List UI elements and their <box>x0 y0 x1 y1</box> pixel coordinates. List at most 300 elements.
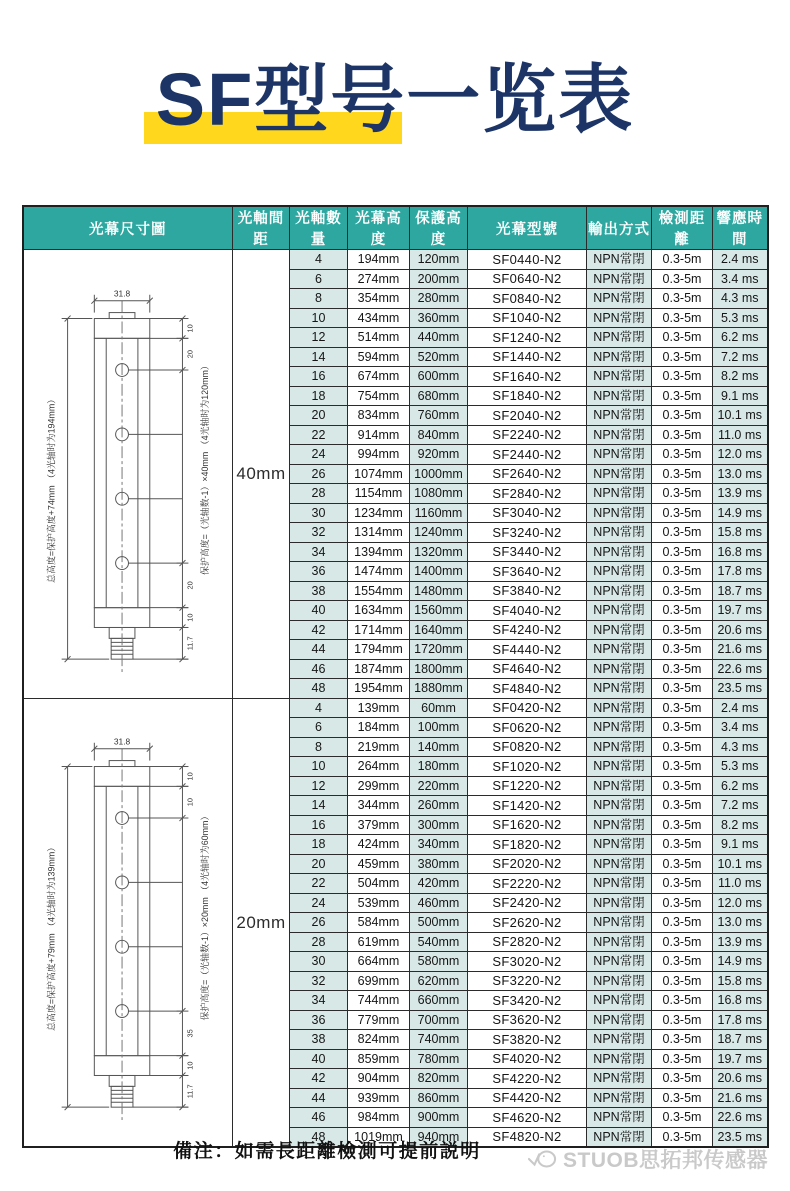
protect-height-cell: 360mm <box>410 308 468 328</box>
response-time-cell: 20.6 ms <box>713 620 768 640</box>
response-time-cell: 18.7 ms <box>713 1030 768 1050</box>
protect-height-cell: 820mm <box>410 1069 468 1089</box>
curtain-height-cell: 939mm <box>348 1088 410 1108</box>
response-time-cell: 14.9 ms <box>713 952 768 972</box>
detect-distance-cell: 0.3-5m <box>652 835 713 855</box>
protect-height-cell: 460mm <box>410 893 468 913</box>
protect-height-cell: 600mm <box>410 367 468 387</box>
response-time-cell: 22.6 ms <box>713 659 768 679</box>
protect-height-cell: 780mm <box>410 1049 468 1069</box>
page-title <box>156 48 635 152</box>
response-time-cell: 10.1 ms <box>713 406 768 426</box>
curtain-height-cell: 514mm <box>348 328 410 348</box>
output-mode-cell: NPN常閉 <box>587 874 652 894</box>
protect-height-cell: 620mm <box>410 971 468 991</box>
detect-distance-cell: 0.3-5m <box>652 1088 713 1108</box>
model-number-cell: SF1640-N2 <box>468 367 587 387</box>
detect-distance-cell: 0.3-5m <box>652 542 713 562</box>
axes-count-cell: 34 <box>290 542 348 562</box>
axes-count-cell: 48 <box>290 679 348 699</box>
axes-count-cell: 42 <box>290 620 348 640</box>
curtain-height-cell: 1314mm <box>348 523 410 543</box>
detect-distance-cell: 0.3-5m <box>652 679 713 699</box>
axis-pitch-cell: 20mm <box>233 698 290 1147</box>
detect-distance-cell: 0.3-5m <box>652 718 713 738</box>
diagram-width-dim: 31.8 <box>114 736 131 747</box>
response-time-cell: 22.6 ms <box>713 1108 768 1128</box>
model-number-cell: SF2620-N2 <box>468 913 587 933</box>
response-time-cell: 7.2 ms <box>713 796 768 816</box>
table-header-row <box>23 206 768 250</box>
column-header-3: 光幕高度 <box>348 206 410 250</box>
response-time-cell: 4.3 ms <box>713 289 768 309</box>
curtain-height-cell: 539mm <box>348 893 410 913</box>
axes-count-cell: 22 <box>290 425 348 445</box>
model-number-cell: SF4040-N2 <box>468 601 587 621</box>
axes-count-cell: 30 <box>290 503 348 523</box>
axes-count-cell: 42 <box>290 1069 348 1089</box>
protect-height-cell: 580mm <box>410 952 468 972</box>
curtain-height-cell: 904mm <box>348 1069 410 1089</box>
curtain-height-cell: 434mm <box>348 308 410 328</box>
detect-distance-cell: 0.3-5m <box>652 1069 713 1089</box>
model-spec-table <box>22 205 769 1148</box>
output-mode-cell: NPN常閉 <box>587 971 652 991</box>
response-time-cell: 14.9 ms <box>713 503 768 523</box>
diagram-width-dim: 31.8 <box>114 288 131 299</box>
sensor-dimension-diagram <box>26 702 229 1140</box>
axes-count-cell: 4 <box>290 250 348 270</box>
axes-count-cell: 20 <box>290 854 348 874</box>
response-time-cell: 23.5 ms <box>713 679 768 699</box>
detect-distance-cell: 0.3-5m <box>652 523 713 543</box>
model-number-cell: SF3040-N2 <box>468 503 587 523</box>
response-time-cell: 8.2 ms <box>713 367 768 387</box>
detect-distance-cell: 0.3-5m <box>652 893 713 913</box>
detect-distance-cell: 0.3-5m <box>652 562 713 582</box>
curtain-height-cell: 834mm <box>348 406 410 426</box>
protect-height-cell: 940mm <box>410 1127 468 1147</box>
axes-count-cell: 8 <box>290 289 348 309</box>
curtain-height-cell: 344mm <box>348 796 410 816</box>
model-number-cell: SF2640-N2 <box>468 464 587 484</box>
curtain-height-cell: 1714mm <box>348 620 410 640</box>
output-mode-cell: NPN常閉 <box>587 328 652 348</box>
detect-distance-cell: 0.3-5m <box>652 1049 713 1069</box>
diagram-left-formula-label: 总高度=保护高度+79mm （4光轴时为139mm） <box>46 842 57 1031</box>
detect-distance-cell: 0.3-5m <box>652 991 713 1011</box>
model-number-cell: SF3820-N2 <box>468 1030 587 1050</box>
axes-count-cell: 38 <box>290 581 348 601</box>
model-number-cell: SF4620-N2 <box>468 1108 587 1128</box>
protect-height-cell: 1400mm <box>410 562 468 582</box>
output-mode-cell: NPN常閉 <box>587 991 652 1011</box>
column-header-8: 響應時間 <box>713 206 768 250</box>
response-time-cell: 11.0 ms <box>713 425 768 445</box>
response-time-cell: 8.2 ms <box>713 815 768 835</box>
response-time-cell: 12.0 ms <box>713 893 768 913</box>
detect-distance-cell: 0.3-5m <box>652 386 713 406</box>
detect-distance-cell: 0.3-5m <box>652 445 713 465</box>
output-mode-cell: NPN常閉 <box>587 542 652 562</box>
response-time-cell: 19.7 ms <box>713 601 768 621</box>
protect-height-cell: 540mm <box>410 932 468 952</box>
diagram-dim-label: 10 <box>185 772 195 781</box>
response-time-cell: 15.8 ms <box>713 523 768 543</box>
column-header-0: 光幕尺寸圖 <box>23 206 233 250</box>
protect-height-cell: 1560mm <box>410 601 468 621</box>
model-number-cell: SF4420-N2 <box>468 1088 587 1108</box>
curtain-height-cell: 1074mm <box>348 464 410 484</box>
curtain-height-cell: 1874mm <box>348 659 410 679</box>
curtain-height-cell: 664mm <box>348 952 410 972</box>
output-mode-cell: NPN常閉 <box>587 1010 652 1030</box>
curtain-height-cell: 699mm <box>348 971 410 991</box>
output-mode-cell: NPN常閉 <box>587 1127 652 1147</box>
protect-height-cell: 120mm <box>410 250 468 270</box>
response-time-cell: 11.0 ms <box>713 874 768 894</box>
output-mode-cell: NPN常閉 <box>587 1069 652 1089</box>
axes-count-cell: 12 <box>290 776 348 796</box>
protect-height-cell: 1640mm <box>410 620 468 640</box>
curtain-height-cell: 1474mm <box>348 562 410 582</box>
output-mode-cell: NPN常閉 <box>587 893 652 913</box>
curtain-height-cell: 219mm <box>348 737 410 757</box>
diagram-dim-label: 10 <box>185 323 195 333</box>
detect-distance-cell: 0.3-5m <box>652 484 713 504</box>
response-time-cell: 10.1 ms <box>713 854 768 874</box>
detect-distance-cell: 0.3-5m <box>652 796 713 816</box>
axes-count-cell: 24 <box>290 445 348 465</box>
output-mode-cell: NPN常閉 <box>587 406 652 426</box>
output-mode-cell: NPN常閉 <box>587 796 652 816</box>
output-mode-cell: NPN常閉 <box>587 952 652 972</box>
response-time-cell: 5.3 ms <box>713 757 768 777</box>
curtain-height-cell: 299mm <box>348 776 410 796</box>
model-number-cell: SF0440-N2 <box>468 250 587 270</box>
curtain-height-cell: 1019mm <box>348 1127 410 1147</box>
axes-count-cell: 48 <box>290 1127 348 1147</box>
output-mode-cell: NPN常閉 <box>587 464 652 484</box>
protect-height-cell: 760mm <box>410 406 468 426</box>
output-mode-cell: NPN常閉 <box>587 640 652 660</box>
detect-distance-cell: 0.3-5m <box>652 737 713 757</box>
model-number-cell: SF4240-N2 <box>468 620 587 640</box>
detect-distance-cell: 0.3-5m <box>652 952 713 972</box>
axes-count-cell: 10 <box>290 757 348 777</box>
detect-distance-cell: 0.3-5m <box>652 250 713 270</box>
curtain-height-cell: 1954mm <box>348 679 410 699</box>
model-number-cell: SF1020-N2 <box>468 757 587 777</box>
output-mode-cell: NPN常閉 <box>587 854 652 874</box>
output-mode-cell: NPN常閉 <box>587 698 652 718</box>
detect-distance-cell: 0.3-5m <box>652 289 713 309</box>
axes-count-cell: 28 <box>290 932 348 952</box>
curtain-height-cell: 424mm <box>348 835 410 855</box>
protect-height-cell: 260mm <box>410 796 468 816</box>
protect-height-cell: 440mm <box>410 328 468 348</box>
output-mode-cell: NPN常閉 <box>587 1030 652 1050</box>
curtain-height-cell: 379mm <box>348 815 410 835</box>
axes-count-cell: 26 <box>290 464 348 484</box>
model-number-cell: SF2420-N2 <box>468 893 587 913</box>
output-mode-cell: NPN常閉 <box>587 269 652 289</box>
detect-distance-cell: 0.3-5m <box>652 659 713 679</box>
response-time-cell: 9.1 ms <box>713 835 768 855</box>
model-number-cell: SF1420-N2 <box>468 796 587 816</box>
protect-height-cell: 1800mm <box>410 659 468 679</box>
detect-distance-cell: 0.3-5m <box>652 601 713 621</box>
axes-count-cell: 30 <box>290 952 348 972</box>
detect-distance-cell: 0.3-5m <box>652 698 713 718</box>
protect-height-cell: 220mm <box>410 776 468 796</box>
curtain-height-cell: 504mm <box>348 874 410 894</box>
axes-count-cell: 34 <box>290 991 348 1011</box>
detect-distance-cell: 0.3-5m <box>652 815 713 835</box>
response-time-cell: 3.4 ms <box>713 718 768 738</box>
detect-distance-cell: 0.3-5m <box>652 776 713 796</box>
curtain-height-cell: 1554mm <box>348 581 410 601</box>
response-time-cell: 20.6 ms <box>713 1069 768 1089</box>
column-header-6: 輸出方式 <box>587 206 652 250</box>
axes-count-cell: 36 <box>290 562 348 582</box>
model-number-cell: SF0820-N2 <box>468 737 587 757</box>
axes-count-cell: 16 <box>290 367 348 387</box>
curtain-height-cell: 824mm <box>348 1030 410 1050</box>
output-mode-cell: NPN常閉 <box>587 815 652 835</box>
output-mode-cell: NPN常閉 <box>587 503 652 523</box>
axes-count-cell: 44 <box>290 1088 348 1108</box>
axes-count-cell: 40 <box>290 1049 348 1069</box>
response-time-cell: 13.9 ms <box>713 932 768 952</box>
axes-count-cell: 16 <box>290 815 348 835</box>
diagram-dim-label: 11.7 <box>185 635 195 650</box>
protect-height-cell: 180mm <box>410 757 468 777</box>
protect-height-cell: 1240mm <box>410 523 468 543</box>
output-mode-cell: NPN常閉 <box>587 776 652 796</box>
axes-count-cell: 40 <box>290 601 348 621</box>
axes-count-cell: 6 <box>290 718 348 738</box>
curtain-height-cell: 914mm <box>348 425 410 445</box>
column-header-7: 檢測距離 <box>652 206 713 250</box>
response-time-cell: 21.6 ms <box>713 1088 768 1108</box>
protect-height-cell: 920mm <box>410 445 468 465</box>
axes-count-cell: 32 <box>290 523 348 543</box>
diagram-right-formula-label: 保护高度=（光轴数-1）×20mm （4光轴时为60mm） <box>200 811 211 1021</box>
model-number-cell: SF2820-N2 <box>468 932 587 952</box>
curtain-height-cell: 859mm <box>348 1049 410 1069</box>
axes-count-cell: 38 <box>290 1030 348 1050</box>
protect-height-cell: 840mm <box>410 425 468 445</box>
axes-count-cell: 10 <box>290 308 348 328</box>
response-time-cell: 17.8 ms <box>713 1010 768 1030</box>
response-time-cell: 16.8 ms <box>713 991 768 1011</box>
protect-height-cell: 280mm <box>410 289 468 309</box>
response-time-cell: 23.5 ms <box>713 1127 768 1147</box>
response-time-cell: 2.4 ms <box>713 250 768 270</box>
curtain-height-cell: 1794mm <box>348 640 410 660</box>
model-number-cell: SF4820-N2 <box>468 1127 587 1147</box>
table-row <box>23 250 768 270</box>
output-mode-cell: NPN常閉 <box>587 250 652 270</box>
output-mode-cell: NPN常閉 <box>587 1108 652 1128</box>
output-mode-cell: NPN常閉 <box>587 445 652 465</box>
response-time-cell: 13.9 ms <box>713 484 768 504</box>
diagram-cell-20mm <box>23 698 233 1147</box>
response-time-cell: 6.2 ms <box>713 328 768 348</box>
axis-pitch-cell: 40mm <box>233 250 290 699</box>
protect-height-cell: 300mm <box>410 815 468 835</box>
response-time-cell: 2.4 ms <box>713 698 768 718</box>
output-mode-cell: NPN常閉 <box>587 386 652 406</box>
model-number-cell: SF2220-N2 <box>468 874 587 894</box>
curtain-height-cell: 1154mm <box>348 484 410 504</box>
model-number-cell: SF2040-N2 <box>468 406 587 426</box>
protect-height-cell: 900mm <box>410 1108 468 1128</box>
curtain-height-cell: 184mm <box>348 718 410 738</box>
response-time-cell: 12.0 ms <box>713 445 768 465</box>
output-mode-cell: NPN常閉 <box>587 757 652 777</box>
axes-count-cell: 20 <box>290 406 348 426</box>
output-mode-cell: NPN常閉 <box>587 835 652 855</box>
detect-distance-cell: 0.3-5m <box>652 874 713 894</box>
curtain-height-cell: 139mm <box>348 698 410 718</box>
output-mode-cell: NPN常閉 <box>587 1049 652 1069</box>
protect-height-cell: 500mm <box>410 913 468 933</box>
axes-count-cell: 22 <box>290 874 348 894</box>
detect-distance-cell: 0.3-5m <box>652 347 713 367</box>
output-mode-cell: NPN常閉 <box>587 718 652 738</box>
detect-distance-cell: 0.3-5m <box>652 854 713 874</box>
response-time-cell: 13.0 ms <box>713 464 768 484</box>
detect-distance-cell: 0.3-5m <box>652 425 713 445</box>
detect-distance-cell: 0.3-5m <box>652 971 713 991</box>
model-number-cell: SF4840-N2 <box>468 679 587 699</box>
model-number-cell: SF1240-N2 <box>468 328 587 348</box>
model-number-cell: SF4640-N2 <box>468 659 587 679</box>
model-number-cell: SF3020-N2 <box>468 952 587 972</box>
model-number-cell: SF4020-N2 <box>468 1049 587 1069</box>
model-number-cell: SF3840-N2 <box>468 581 587 601</box>
diagram-dim-label: 11.7 <box>185 1084 195 1099</box>
output-mode-cell: NPN常閉 <box>587 913 652 933</box>
axes-count-cell: 12 <box>290 328 348 348</box>
curtain-height-cell: 1394mm <box>348 542 410 562</box>
detect-distance-cell: 0.3-5m <box>652 640 713 660</box>
footer <box>0 1136 790 1186</box>
diagram-right-formula-label: 保护高度=（光轴数-1）×40mm （4光轴时为120mm） <box>200 360 211 575</box>
watermark <box>526 1144 768 1174</box>
protect-height-cell: 60mm <box>410 698 468 718</box>
response-time-cell: 4.3 ms <box>713 737 768 757</box>
axes-count-cell: 18 <box>290 835 348 855</box>
protect-height-cell: 660mm <box>410 991 468 1011</box>
detect-distance-cell: 0.3-5m <box>652 406 713 426</box>
protect-height-cell: 860mm <box>410 1088 468 1108</box>
footer-note: 備注：如需長距離檢測可提前説明 <box>173 1141 481 1162</box>
column-header-5: 光幕型號 <box>468 206 587 250</box>
curtain-height-cell: 674mm <box>348 367 410 387</box>
output-mode-cell: NPN常閉 <box>587 523 652 543</box>
protect-height-cell: 340mm <box>410 835 468 855</box>
output-mode-cell: NPN常閉 <box>587 679 652 699</box>
output-mode-cell: NPN常閉 <box>587 289 652 309</box>
response-time-cell: 13.0 ms <box>713 913 768 933</box>
detect-distance-cell: 0.3-5m <box>652 503 713 523</box>
diagram-left-formula-label: 总高度=保护高度+74mm （4光轴时为194mm） <box>46 394 57 583</box>
output-mode-cell: NPN常閉 <box>587 562 652 582</box>
protect-height-cell: 420mm <box>410 874 468 894</box>
axes-count-cell: 4 <box>290 698 348 718</box>
table-row <box>23 698 768 718</box>
output-mode-cell: NPN常閉 <box>587 601 652 621</box>
protect-height-cell: 380mm <box>410 854 468 874</box>
curtain-height-cell: 744mm <box>348 991 410 1011</box>
column-header-4: 保護高度 <box>410 206 468 250</box>
model-number-cell: SF2240-N2 <box>468 425 587 445</box>
column-header-2: 光軸數量 <box>290 206 348 250</box>
model-number-cell: SF2440-N2 <box>468 445 587 465</box>
protect-height-cell: 680mm <box>410 386 468 406</box>
axes-count-cell: 46 <box>290 659 348 679</box>
output-mode-cell: NPN常閉 <box>587 484 652 504</box>
protect-height-cell: 1000mm <box>410 464 468 484</box>
model-number-cell: SF2020-N2 <box>468 854 587 874</box>
response-time-cell: 19.7 ms <box>713 1049 768 1069</box>
curtain-height-cell: 594mm <box>348 347 410 367</box>
model-number-cell: SF1840-N2 <box>468 386 587 406</box>
axes-count-cell: 26 <box>290 913 348 933</box>
curtain-height-cell: 274mm <box>348 269 410 289</box>
protect-height-cell: 200mm <box>410 269 468 289</box>
axes-count-cell: 14 <box>290 347 348 367</box>
output-mode-cell: NPN常閉 <box>587 659 652 679</box>
model-number-cell: SF0840-N2 <box>468 289 587 309</box>
curtain-height-cell: 194mm <box>348 250 410 270</box>
curtain-height-cell: 779mm <box>348 1010 410 1030</box>
model-number-cell: SF1220-N2 <box>468 776 587 796</box>
output-mode-cell: NPN常閉 <box>587 347 652 367</box>
output-mode-cell: NPN常閉 <box>587 932 652 952</box>
protect-height-cell: 740mm <box>410 1030 468 1050</box>
axes-count-cell: 8 <box>290 737 348 757</box>
axes-count-cell: 46 <box>290 1108 348 1128</box>
model-number-cell: SF0620-N2 <box>468 718 587 738</box>
protect-height-cell: 1080mm <box>410 484 468 504</box>
response-time-cell: 21.6 ms <box>713 640 768 660</box>
model-number-cell: SF0640-N2 <box>468 269 587 289</box>
model-number-cell: SF3220-N2 <box>468 971 587 991</box>
model-number-cell: SF1620-N2 <box>468 815 587 835</box>
protect-height-cell: 520mm <box>410 347 468 367</box>
output-mode-cell: NPN常閉 <box>587 620 652 640</box>
model-number-cell: SF1440-N2 <box>468 347 587 367</box>
diagram-dim-label: 10 <box>185 1061 195 1070</box>
axes-count-cell: 18 <box>290 386 348 406</box>
detect-distance-cell: 0.3-5m <box>652 581 713 601</box>
protect-height-cell: 1320mm <box>410 542 468 562</box>
curtain-height-cell: 1234mm <box>348 503 410 523</box>
detect-distance-cell: 0.3-5m <box>652 269 713 289</box>
diagram-dim-label: 20 <box>185 349 195 358</box>
protect-height-cell: 700mm <box>410 1010 468 1030</box>
model-number-cell: SF0420-N2 <box>468 698 587 718</box>
model-number-cell: SF3620-N2 <box>468 1010 587 1030</box>
response-time-cell: 16.8 ms <box>713 542 768 562</box>
model-number-cell: SF4220-N2 <box>468 1069 587 1089</box>
output-mode-cell: NPN常閉 <box>587 308 652 328</box>
model-number-cell: SF1820-N2 <box>468 835 587 855</box>
